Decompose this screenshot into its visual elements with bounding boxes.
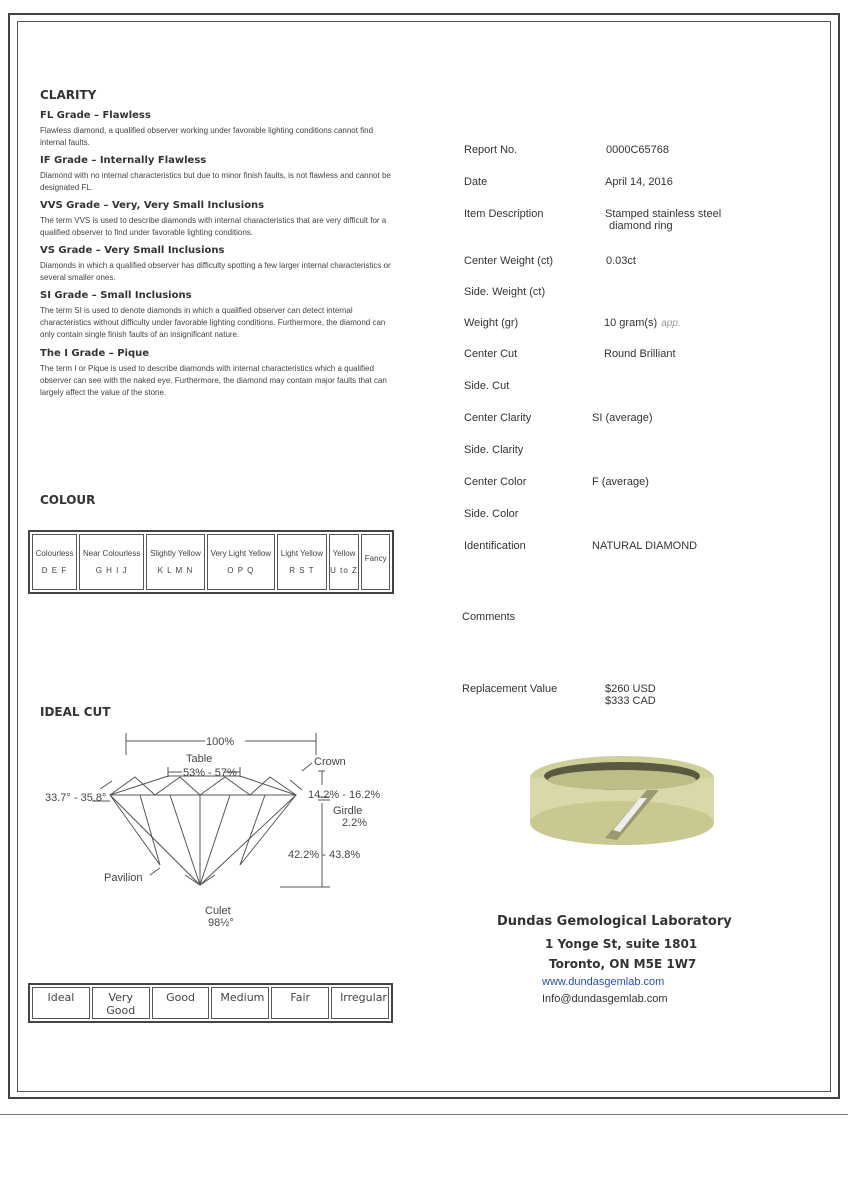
crown-label: Crown (314, 756, 346, 768)
girdle-label: Girdle (333, 805, 363, 817)
lab-address-line2: Toronto, ON M5E 1W7 (549, 957, 697, 971)
report-field-value (605, 208, 721, 232)
report-field-value-text: Stamped stainless steel (605, 208, 722, 220)
report-field-label: Report No. (464, 144, 518, 156)
clarity-grade-description: The term SI is used to denote diamonds in which a qualified observer can detect internal characteristics without difficulty under favorable lighting conditions. Furthermore, the diamond can only contain single finish faults of an insignificant nature. (40, 306, 386, 339)
report-field-value (606, 255, 636, 267)
table-value: 53% - 57% (183, 767, 237, 779)
clarity-grade-heading: The I Grade – Pique (40, 348, 150, 359)
clarity-grade-description: Diamonds in which a qualified observer has difficulty spotting a few larger internal characteristics or several smaller ones. (40, 261, 391, 282)
colour-grade-name: Very Light Yellow (210, 549, 272, 558)
clarity-grade-heading: IF Grade – Internally Flawless (40, 155, 207, 166)
clarity-grade-heading: SI Grade – Small Inclusions (40, 290, 192, 301)
colour-title: COLOUR (40, 493, 96, 507)
cut-grade-cell (211, 987, 269, 1019)
colour-grade-name: Light Yellow (280, 549, 324, 558)
report-field-label: Side. Color (464, 508, 519, 520)
report-field-value-line2: $333 CAD (605, 695, 656, 707)
cut-grade-cell (152, 987, 210, 1019)
report-field-value (605, 176, 673, 188)
cut-grade-label: Irregular (340, 991, 387, 1004)
clarity-grade-heading: FL Grade – Flawless (40, 110, 151, 121)
colour-grade-letters: G H I J (95, 566, 128, 575)
report-field-label: Center Clarity (464, 412, 532, 424)
clarity-grade-description: The term I or Pique is used to describe diamonds with internal characteristics which a qualified observer can see with the naked eye. Furthermore, the diamond may contain major faults that can largely affect the value of the stone. (40, 364, 387, 397)
colour-grade-letters: R S T (289, 566, 315, 575)
report-field-value-text: Round Brilliant (604, 348, 676, 360)
clarity-grade-heading: VVS Grade – Very, Very Small Inclusions (40, 200, 265, 211)
report-field-label: Center Cut (464, 348, 518, 360)
cut-grade-cell (331, 987, 389, 1019)
report-field-label: Comments (462, 611, 516, 623)
report-field-label: Identification (464, 540, 526, 552)
clarity-grade-description: Flawless diamond, a qualified observer working under favorable lighting conditions cannot find internal faults. (40, 126, 374, 147)
crown-angle: 33.7° - 35.8° (45, 792, 107, 804)
cut-grade-cell (92, 987, 150, 1019)
cut-grade-label: Very Good (106, 991, 136, 1017)
colour-grade-cell (79, 534, 144, 590)
report-field-value-text: $260 USD (605, 683, 656, 695)
clarity-title: CLARITY (40, 88, 97, 102)
colour-grade-cell (32, 534, 77, 590)
lab-address-line1: 1 Yonge St, suite 1801 (545, 937, 698, 951)
colour-grade-name: Colourless (35, 549, 74, 558)
report-field-value-text: NATURAL DIAMOND (592, 540, 698, 552)
colour-grade-name: Fancy (364, 553, 387, 563)
colour-grade-name: Near Colourless (82, 549, 141, 558)
report-field-value-line2: diamond ring (609, 220, 673, 232)
girdle-value: 2.2% (342, 817, 368, 829)
cut-grade-label: Good (166, 991, 196, 1004)
culet-label: Culet (205, 905, 231, 917)
report-field-label: Side. Weight (ct) (464, 286, 546, 298)
report-field-label: Replacement Value (462, 683, 558, 695)
report-field-value (592, 476, 649, 488)
cut-grade-label: Ideal (47, 991, 75, 1004)
report-field-value-text: F (average) (592, 476, 649, 488)
cut-grade-cell (271, 987, 329, 1019)
colour-grade-cell (329, 534, 360, 590)
report-field-label: Weight (gr) (464, 317, 519, 329)
pavilion-label: Pavilion (104, 872, 143, 884)
report-field-value (592, 540, 697, 552)
colour-table (28, 530, 394, 594)
colour-grade-name: Slightly Yellow (150, 549, 201, 558)
colour-grade-cell (277, 534, 327, 590)
lab-email: Info@dundasgemlab.com (542, 993, 668, 1005)
colour-grade-name: Yellow (332, 549, 356, 558)
colour-grade-cell (146, 534, 204, 590)
cut-grade-table (28, 983, 393, 1023)
diameter-label: 100% (206, 736, 235, 748)
report-field-value-text: April 14, 2016 (605, 176, 673, 188)
colour-grade-letters: D E F (41, 566, 68, 575)
diamond-cut-diagram (40, 725, 400, 935)
report-field-value (604, 348, 676, 360)
report-field-label: Item Description (464, 208, 544, 220)
colour-grade-cell (361, 534, 390, 590)
report-field-label: Side. Cut (464, 380, 510, 392)
report-field-label: Date (464, 176, 488, 188)
crown-height: 14.2% - 16.2% (308, 789, 381, 801)
clarity-grade-description: Diamond with no internal characteristics but due to minor finish faults, is not flawless and cannot be designated FL. (40, 171, 391, 192)
report-field-value (606, 144, 669, 156)
report-field-value-text: 0.03ct (606, 255, 636, 267)
report-field-value (592, 412, 653, 424)
cut-grade-cell (32, 987, 90, 1019)
lab-website-link[interactable]: www.dundasgemlab.com (542, 976, 665, 988)
report-field-suffix: app. (661, 318, 681, 329)
ring-photo (525, 750, 720, 850)
lab-name: Dundas Gemological Laboratory (497, 914, 732, 929)
clarity-grade-heading: VS Grade – Very Small Inclusions (40, 245, 225, 256)
report-field-value (604, 317, 681, 329)
colour-grade-letters: K L M N (157, 566, 194, 575)
report-field-label: Center Weight (ct) (464, 255, 554, 267)
ideal-cut-title: IDEAL CUT (40, 705, 111, 719)
report-field-value-text: 0000C65768 (606, 144, 670, 156)
pavilion-depth: 42.2% - 43.8% (288, 849, 361, 861)
colour-grade-letters: U to Z (330, 566, 358, 575)
report-field-value-text: 10 gram(s) (604, 317, 658, 329)
colour-grade-cell (207, 534, 275, 590)
cut-grade-label: Fair (290, 991, 311, 1004)
report-field-value-text: SI (average) (592, 412, 653, 424)
culet-value: 98½° (208, 917, 234, 929)
clarity-grade-description: The term VVS is used to describe diamonds with internal characteristics that are very difficult for a qualified observer to find under favorable lighting conditions. (40, 216, 387, 237)
table-label: Table (186, 753, 213, 765)
report-field-label: Center Color (464, 476, 527, 488)
colour-grade-letters: O P Q (227, 566, 255, 575)
divider (0, 1114, 848, 1115)
report-field-label: Side. Clarity (464, 444, 524, 456)
report-field-value (605, 683, 656, 707)
cut-grade-label: Medium (220, 991, 265, 1004)
